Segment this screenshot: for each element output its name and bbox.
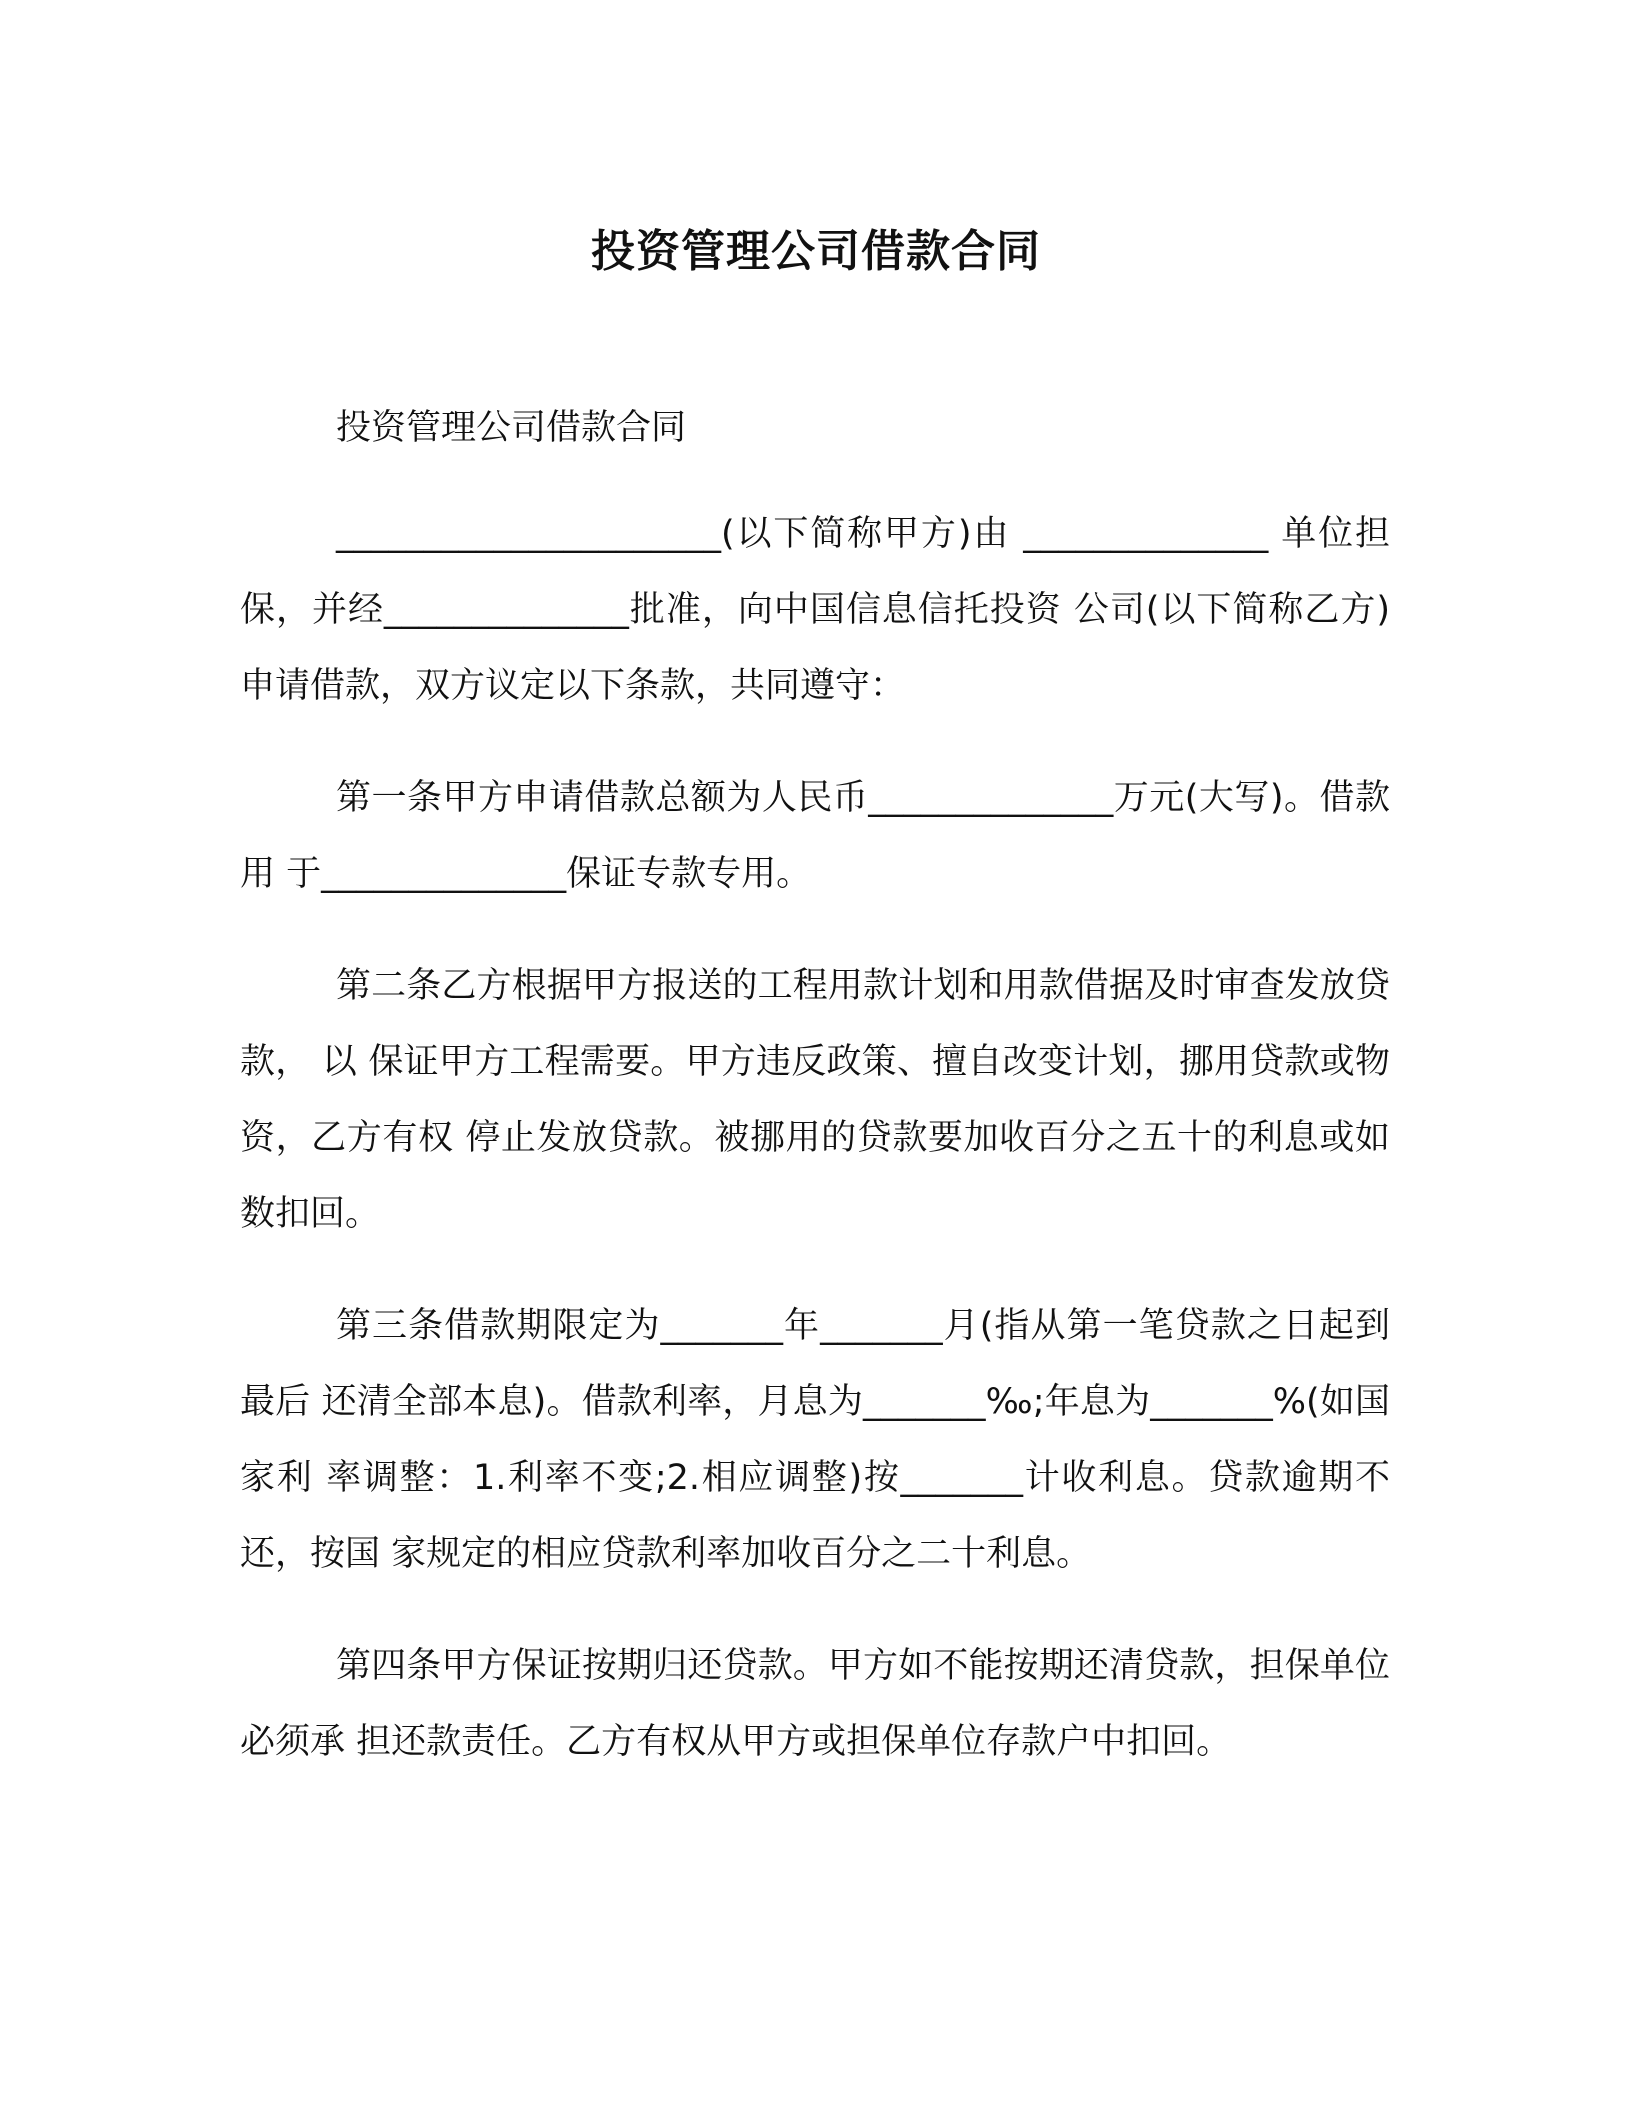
preamble-paragraph: ______________________(以下简称甲方)由 ______________ 单位担保，并经______________批准，向中国信息信托投资 公司(以下简称乙方)申请借款，双方议定以下条款，共同遵守： — [240, 514, 1390, 706]
subtitle-paragraph: 投资管理公司借款合同 — [336, 408, 687, 448]
article-1-paragraph: 第一条甲方申请借款总额为人民币______________万元(大写)。借款用 于______________保证专款专用。 — [240, 778, 1390, 894]
article-3-paragraph: 第三条借款期限定为_______年_______月(指从第一笔贷款之日起到最后 还清全部本息)。借款利率，月息为_______‰;年息为_______%(如国家利 率调整：1.利率不变;2.相应调整)按_______计收利息。贷款逾期不还，按国 家规定的相应贷款利率加收百分之二十利息。 — [240, 1306, 1390, 1574]
article-4-paragraph: 第四条甲方保证按期归还贷款。甲方如不能按期还清贷款，担保单位必须承 担还款责任。乙方有权从甲方或担保单位存款户中扣回。 — [240, 1646, 1390, 1762]
document-body — [240, 390, 1390, 1816]
article-2-paragraph: 第二条乙方根据甲方报送的工程用款计划和用款借据及时审查发放贷款， 以 保证甲方工程需要。甲方违反政策、擅自改变计划，挪用贷款或物资，乙方有权 停止发放贷款。被挪用的贷款要加收百分之五十的利息或如数扣回。 — [240, 966, 1390, 1234]
document-title: 投资管理公司借款合同 — [591, 226, 1041, 277]
